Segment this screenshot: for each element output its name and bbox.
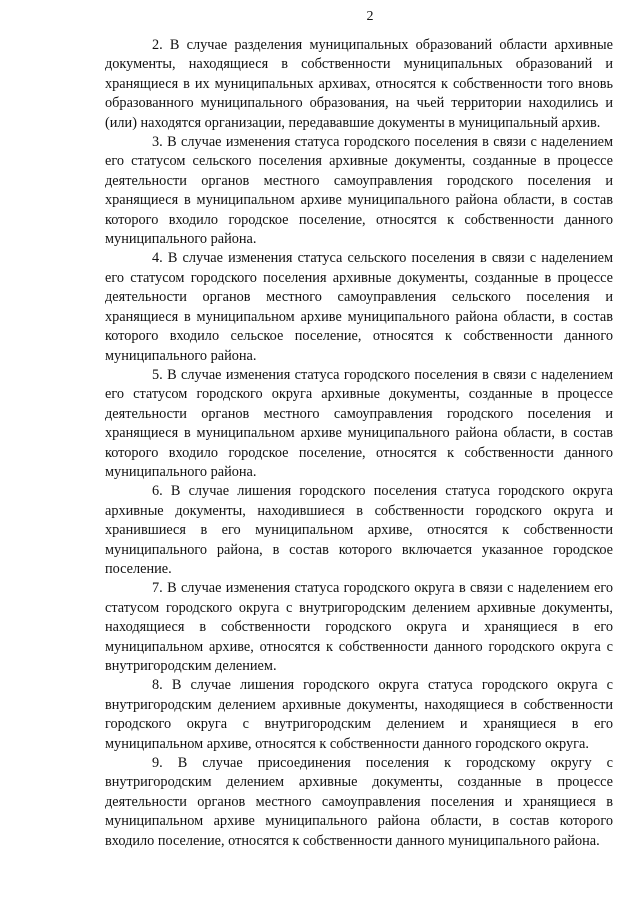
document-page (105, 0, 613, 905)
page-number: 2 (366, 9, 374, 24)
paragraph-4: 4. В случае изменения статуса сельского поселения в связи с наделением его статусом городского поселения архивные документы, созданные в процессе деятельности органов местного самоуправления сельского поселения и хранящиеся в муниципальном архиве муниципального района области, в состав которого входило сельское поселение, относятся к собственности данного муниципального района. (105, 250, 613, 364)
document-body (105, 36, 613, 851)
paragraph-8: 8. В случае лишения городского округа статуса городского округа с внутригородским делением архивные документы, находящиеся в собственности городского округа с внутригородским делением и хранящиеся в его муниципальном архиве, относятся к собственности данного городского округа. (105, 677, 613, 752)
paragraph-2: 2. В случае разделения муниципальных образований области архивные документы, находящиеся в собственности муниципальных образований и хранящиеся в их муниципальных архивах, относятся к собственности того вновь образованного муниципального образования, на чьей территории находились и (или) находятся организации, передававшие документы в муниципальный архив. (105, 37, 613, 131)
paragraph-7: 7. В случае изменения статуса городского округа в связи с наделением его статусом городского округа с внутригородским делением архивные документы, находящиеся в собственности городского округа и хранящиеся в его муниципальном архиве, относятся к собственности данного городского округа с внутригородским делением. (105, 580, 613, 674)
paragraph-3: 3. В случае изменения статуса городского поселения в связи с наделением его статусом сельского поселения архивные документы, созданные в процессе деятельности органов местного самоуправления городского поселения и хранящиеся в муниципальном архиве муниципального района области, в состав которого входило городское поселение, относятся к собственности данного муниципального района. (105, 134, 613, 248)
paragraph-5: 5. В случае изменения статуса городского поселения в связи с наделением его статусом городского округа архивные документы, созданные в процессе деятельности органов местного самоуправления городского поселения и хранящиеся в муниципальном архиве муниципального района области, в состав которого входило городское поселение, относятся к собственности данного муниципального района. (105, 366, 613, 480)
paragraph-6: 6. В случае лишения городского поселения статуса городского округа архивные документы, находившиеся в собственности городского округа и хранившиеся в его муниципальном архиве, относятся к собственности муниципального района, в состав которого включается указанное городское поселение. (105, 483, 613, 577)
paragraph-9: 9. В случае присоединения поселения к городскому округу с внутригородским делением архивные документы, созданные в процессе деятельности органов местного самоуправления поселения и хранящиеся в муниципальном архиве муниципального района области, в состав которого входило поселение, относятся к собственности данного муниципального района. (105, 755, 613, 849)
